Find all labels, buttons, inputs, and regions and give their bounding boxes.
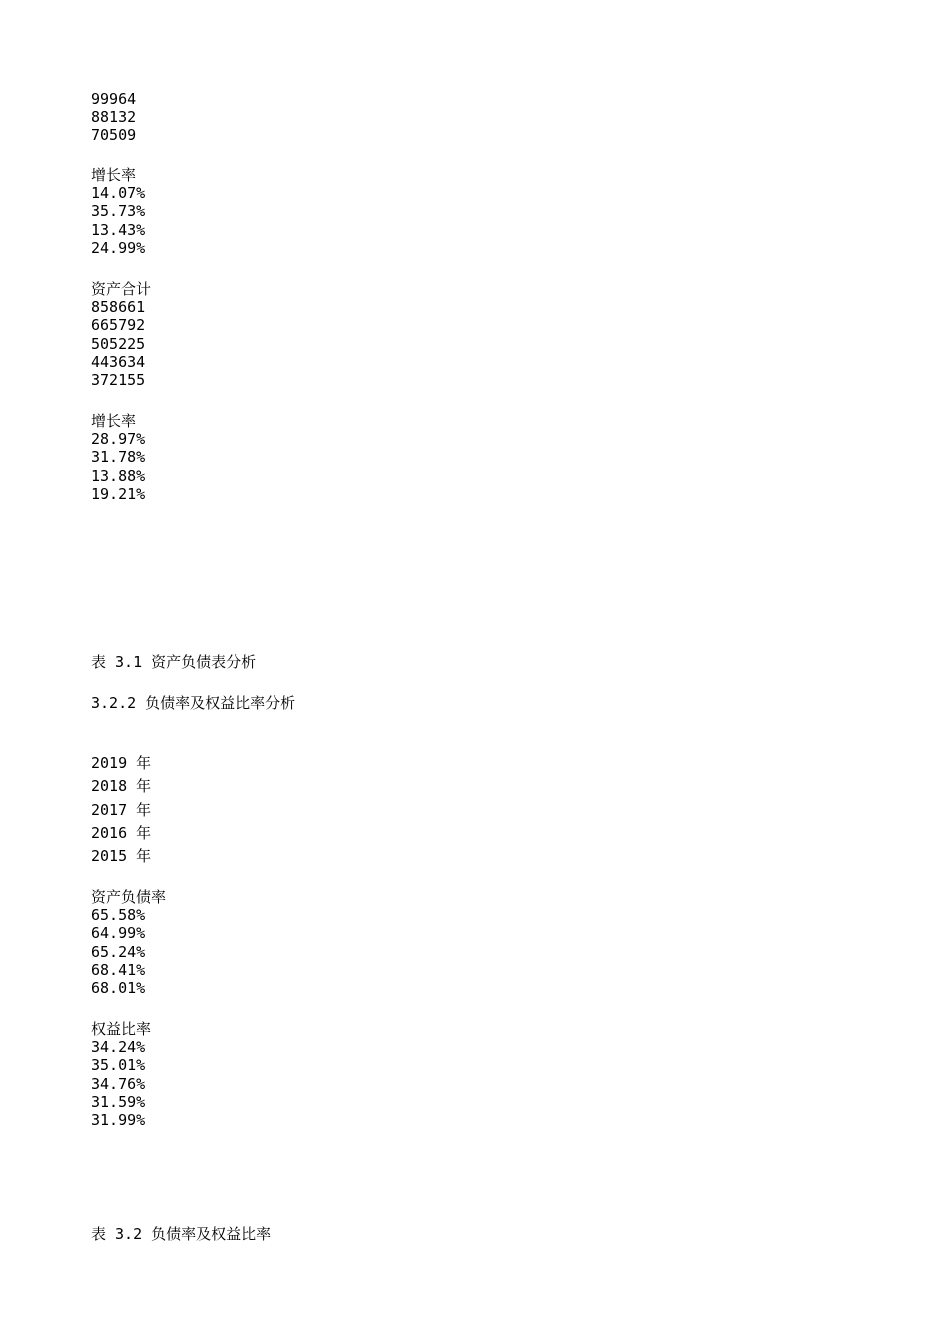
value-cell: 665792 — [91, 316, 146, 335]
top-values-list — [91, 90, 136, 145]
table-caption-3-2: 表 3.2 负债率及权益比率 — [91, 1225, 272, 1243]
value-cell: 13.88% — [91, 466, 146, 485]
value-cell: 31.99% — [91, 1110, 146, 1129]
column-label: 权益比率 — [91, 1020, 152, 1038]
column-label: 资产合计 — [91, 280, 152, 298]
years-list — [91, 752, 151, 868]
year-cell: 2017 年 — [91, 800, 152, 819]
value-cell: 443634 — [91, 352, 146, 371]
table-caption-3-1: 表 3.1 资产负债表分析 — [91, 653, 257, 671]
value-cell: 19.21% — [91, 484, 146, 503]
value-cell: 31.78% — [91, 448, 146, 467]
value-cell: 64.99% — [91, 924, 146, 943]
value-cell: 858661 — [91, 298, 146, 317]
value-cell: 88132 — [91, 108, 137, 127]
value-cell: 68.41% — [91, 960, 146, 979]
value-cell: 65.24% — [91, 942, 146, 961]
year-cell: 2018 年 — [91, 777, 152, 796]
value-cell: 65.58% — [91, 906, 146, 925]
value-cell: 35.01% — [91, 1056, 146, 1075]
value-cell: 34.76% — [91, 1074, 146, 1093]
year-cell: 2015 年 — [91, 847, 152, 866]
value-cell: 35.73% — [91, 202, 146, 221]
value-cell: 99964 — [91, 90, 137, 108]
growth-rate-list-2 — [91, 412, 145, 503]
value-cell: 68.01% — [91, 978, 146, 997]
column-label: 增长率 — [91, 166, 137, 184]
year-cell: 2019 年 — [91, 754, 152, 772]
value-cell: 372155 — [91, 370, 146, 389]
column-label: 资产负债率 — [91, 888, 167, 906]
section-heading-3-2-2: 3.2.2 负债率及权益比率分析 — [91, 694, 296, 712]
value-cell: 28.97% — [91, 430, 146, 449]
year-cell: 2016 年 — [91, 823, 152, 842]
equity-ratio-list — [91, 1020, 151, 1129]
value-cell: 13.43% — [91, 220, 146, 239]
value-cell: 505225 — [91, 334, 146, 353]
value-cell: 24.99% — [91, 238, 146, 257]
value-cell: 31.59% — [91, 1092, 146, 1111]
value-cell: 14.07% — [91, 184, 146, 203]
total-assets-list — [91, 280, 151, 389]
value-cell: 70509 — [91, 126, 137, 145]
growth-rate-list-1 — [91, 166, 145, 257]
debt-ratio-list — [91, 888, 166, 997]
value-cell: 34.24% — [91, 1038, 146, 1057]
column-label: 增长率 — [91, 412, 137, 430]
